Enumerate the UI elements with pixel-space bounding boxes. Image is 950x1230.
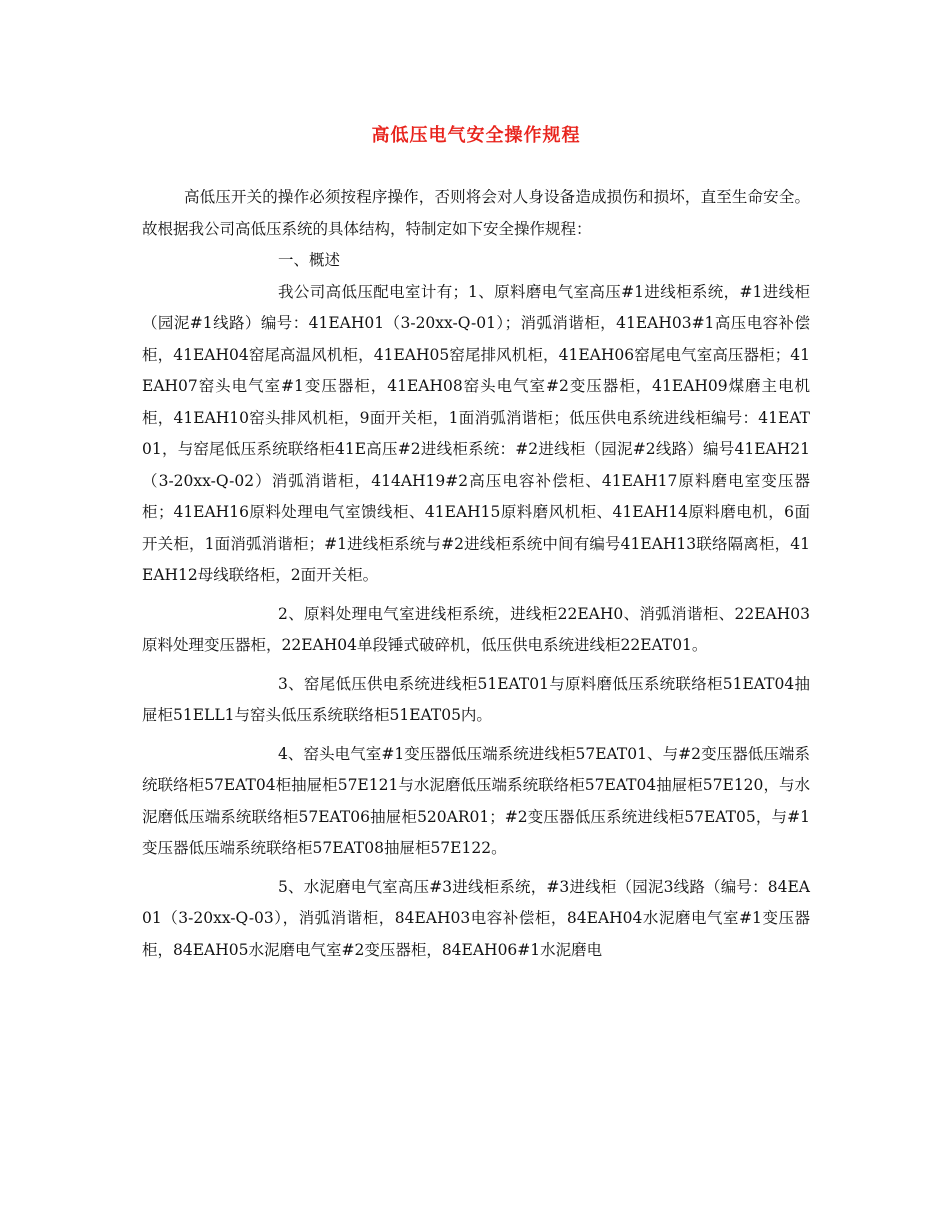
intro-paragraph: 高低压开关的操作必须按程序操作，否则将会对人身设备造成损伤和损坏，直至生命安全。故根据我公司高低压系统的具体结构，特制定如下安全操作规程： xyxy=(142,188,810,238)
paragraph-2: 2、原料处理电气室进线柜系统，进线柜22EAH0、消弧消谐柜、22EAH03原料处理变压器柜，22EAH04单段锤式破碎机，低压供电系统进线柜22EAT01。 xyxy=(142,604,810,654)
document-page xyxy=(142,118,810,966)
paragraph-3: 3、窑尾低压供电系统进线柜51EAT01与原料磨低压系统联络柜51EAT04抽屉柜51ELL1与窑头低压系统联络柜51EAT05内。 xyxy=(142,674,810,724)
paragraph-4: 4、窑头电气室#1变压器低压端系统进线柜57EAT01、与#2变压器低压端系统联络柜57EAT04柜抽屉柜57E121与水泥磨低压端系统联络柜57EAT04抽屉柜57E120，与水泥磨低压端系统联络柜57EAT06抽屉柜520AR01；#2变压器低压系统进线柜57EAT05，与#1变压器低压端系统联络柜57EAT08抽屉柜57E122。 xyxy=(142,744,810,857)
paragraph-5: 5、水泥磨电气室高压#3进线柜系统，#3进线柜（园泥3线路（编号：84EA01（3-20xx-Q-03），消弧消谐柜，84EAH03电容补偿柜，84EAH04水泥磨电气室#1变压器柜，84EAH05水泥磨电气室#2变压器柜，84EAH06#1水泥磨电 xyxy=(142,877,810,959)
section-heading-overview: 一、概述 xyxy=(278,251,341,269)
paragraph-1: 我公司高低压配电室计有；1、原料磨电气室高压#1进线柜系统，#1进线柜（园泥#1线路）编号：41EAH01（3-20xx-Q-01）；消弧消谐柜，41EAH03#1高压电容补偿柜，41EAH04窑尾高温风机柜，41EAH05窑尾排风机柜，41EAH06窑尾电气室高压器柜；41EAH07窑头电气室#1变压器柜，41EAH08窑头电气室#2变压器柜，41EAH09煤磨主电机柜，41EAH10窑头排风机柜，9面开关柜，1面消弧消谐柜；低压供电系统进线柜编号：41EAT01，与窑尾低压系统联络柜41E高压#2进线柜系统：#2进线柜（园泥#2线路）编号41EAH21（3-20xx-Q-02）消弧消谐柜，414AH19#2高压电容补偿柜、41EAH17原料磨电室变压器柜；41EAH16原料处理电气室馈线柜、41EAH15原料磨风机柜、41EAH14原料磨电机，6面开关柜，1面消弧消谐柜；#1进线柜系统与#2进线柜系统中间有编号41EAH13联络隔离柜，41EAH12母线联络柜，2面开关柜。 xyxy=(142,282,810,584)
document-title: 高低压电气安全操作规程 xyxy=(371,125,581,146)
